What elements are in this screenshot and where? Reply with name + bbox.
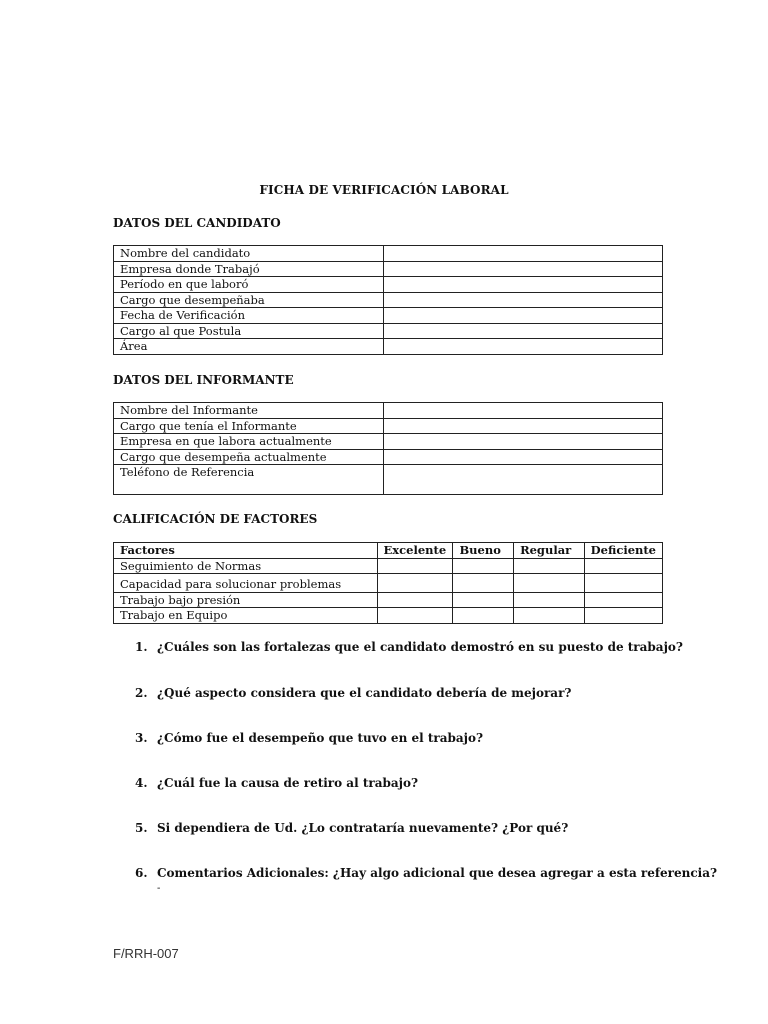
rating-cell[interactable]	[453, 592, 514, 608]
field-label: Teléfono de Referencia	[114, 465, 384, 495]
column-header: Bueno	[453, 543, 514, 559]
field-label: Cargo que desempeña actualmente	[114, 449, 384, 465]
question-number: 5.	[135, 821, 148, 835]
informante-table	[113, 402, 663, 495]
question-item	[135, 776, 418, 790]
column-header: Factores	[114, 543, 378, 559]
question-number: 1.	[135, 640, 148, 654]
field-value-cell[interactable]	[384, 261, 663, 277]
section-heading-factores: CALIFICACIÓN DE FACTORES	[113, 512, 318, 526]
question-item	[135, 821, 568, 835]
rating-cell[interactable]	[584, 558, 662, 574]
field-value-cell[interactable]	[384, 339, 663, 355]
document-title: FICHA DE VERIFICACIÓN LABORAL	[259, 183, 509, 197]
field-value-cell[interactable]	[384, 403, 663, 419]
rating-cell[interactable]	[514, 592, 585, 608]
table-row	[114, 558, 663, 574]
question-text: ¿Cuál fue la causa de retiro al trabajo?	[157, 776, 419, 790]
field-value-cell[interactable]	[384, 308, 663, 324]
rating-cell[interactable]	[514, 574, 585, 593]
question-number: 4.	[135, 776, 148, 790]
rating-cell[interactable]	[453, 558, 514, 574]
field-label: Cargo que desempeñaba	[114, 292, 384, 308]
rating-cell[interactable]	[453, 574, 514, 593]
rating-cell[interactable]	[584, 608, 662, 624]
question-text: Si dependiera de Ud. ¿Lo contrataría nuevamente? ¿Por qué?	[157, 821, 569, 835]
column-header: Excelente	[377, 543, 453, 559]
rating-cell[interactable]	[453, 608, 514, 624]
field-value-cell[interactable]	[384, 449, 663, 465]
field-value-cell[interactable]	[384, 292, 663, 308]
field-label: Nombre del candidato	[114, 246, 384, 262]
rating-cell[interactable]	[584, 574, 662, 593]
question-text: ¿Cuáles son las fortalezas que el candidato demostró en su puesto de trabajo?	[157, 640, 683, 654]
section-heading-informante: DATOS DEL INFORMANTE	[113, 373, 294, 387]
table-row	[114, 592, 663, 608]
field-value-cell[interactable]	[384, 277, 663, 293]
table-row	[114, 418, 663, 434]
question-item	[135, 640, 683, 654]
rating-cell[interactable]	[514, 558, 585, 574]
form-code: F/RRH-007	[113, 946, 179, 961]
table-header-row	[114, 543, 663, 559]
rating-cell[interactable]	[514, 608, 585, 624]
trailing-mark: -	[157, 883, 161, 894]
column-header: Deficiente	[584, 543, 662, 559]
table-row	[114, 308, 663, 324]
rating-cell[interactable]	[377, 574, 453, 593]
field-label: Nombre del Informante	[114, 403, 384, 419]
question-text: ¿Qué aspecto considera que el candidato debería de mejorar?	[157, 686, 572, 700]
field-value-cell[interactable]	[384, 418, 663, 434]
factores-table	[113, 542, 663, 624]
table-row	[114, 323, 663, 339]
question-text: ¿Cómo fue el desempeño que tuvo en el trabajo?	[157, 731, 484, 745]
factor-label: Seguimiento de Normas	[114, 558, 378, 574]
field-label: Área	[114, 339, 384, 355]
field-label: Empresa en que labora actualmente	[114, 434, 384, 450]
rating-cell[interactable]	[584, 592, 662, 608]
factor-label: Trabajo bajo presión	[114, 592, 378, 608]
field-label: Cargo al que Postula	[114, 323, 384, 339]
field-value-cell[interactable]	[384, 246, 663, 262]
field-label: Cargo que tenía el Informante	[114, 418, 384, 434]
table-row	[114, 608, 663, 624]
candidato-table	[113, 245, 663, 355]
question-number: 2.	[135, 686, 148, 700]
table-row	[114, 434, 663, 450]
table-row	[114, 292, 663, 308]
table-row	[114, 449, 663, 465]
question-item	[135, 731, 483, 745]
question-item	[135, 866, 717, 880]
table-row	[114, 277, 663, 293]
table-row	[114, 246, 663, 262]
table-row	[114, 465, 663, 495]
section-heading-candidato: DATOS DEL CANDIDATO	[113, 216, 281, 230]
field-label: Empresa donde Trabajó	[114, 261, 384, 277]
rating-cell[interactable]	[377, 608, 453, 624]
rating-cell[interactable]	[377, 592, 453, 608]
field-value-cell[interactable]	[384, 323, 663, 339]
field-value-cell[interactable]	[384, 434, 663, 450]
question-text: Comentarios Adicionales: ¿Hay algo adicional que desea agregar a esta referencia?	[157, 866, 717, 880]
table-row	[114, 574, 663, 593]
factor-label: Trabajo en Equipo	[114, 608, 378, 624]
question-number: 6.	[135, 866, 148, 880]
table-row	[114, 403, 663, 419]
factor-label: Capacidad para solucionar problemas	[114, 574, 378, 593]
question-item	[135, 686, 571, 700]
question-number: 3.	[135, 731, 148, 745]
field-value-cell[interactable]	[384, 465, 663, 495]
column-header: Regular	[514, 543, 585, 559]
rating-cell[interactable]	[377, 558, 453, 574]
table-row	[114, 339, 663, 355]
table-row	[114, 261, 663, 277]
field-label: Período en que laboró	[114, 277, 384, 293]
field-label: Fecha de Verificación	[114, 308, 384, 324]
